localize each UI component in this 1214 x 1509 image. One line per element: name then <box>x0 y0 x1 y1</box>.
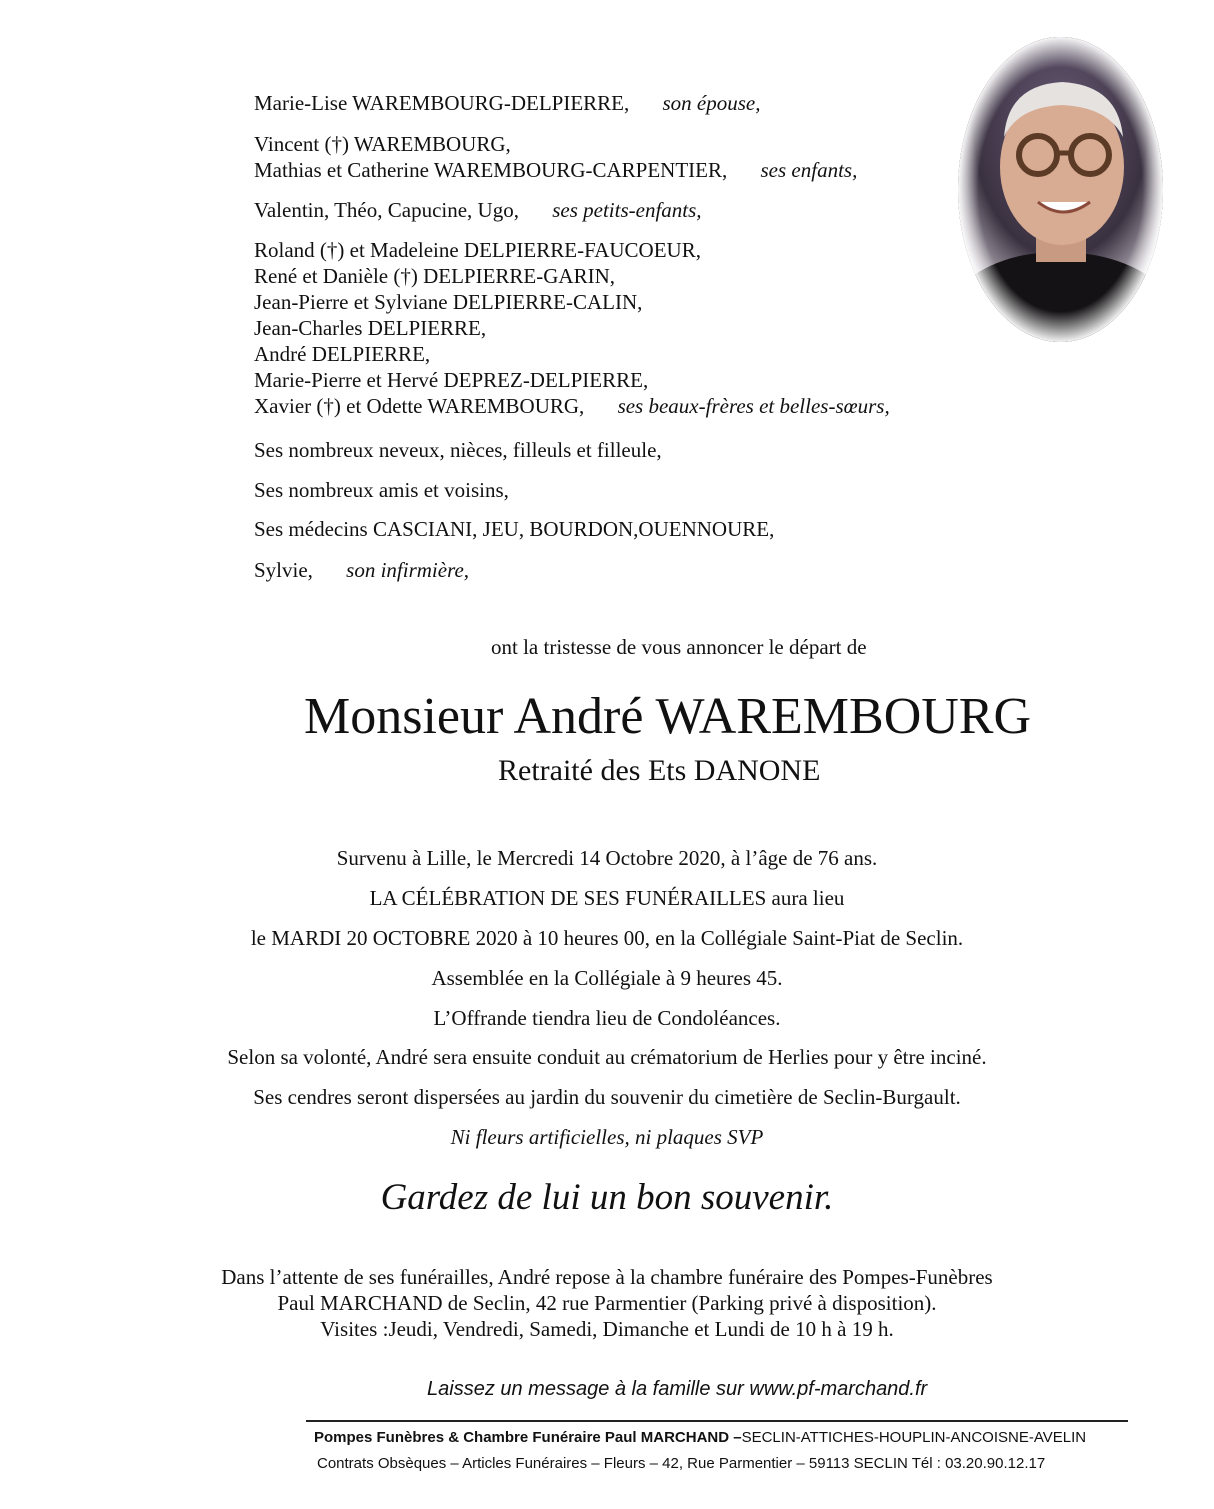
in-law-line: André DELPIERRE, <box>254 342 431 366</box>
family-doctors: Ses médecins CASCIANI, JEU, BOURDON,OUENNOURE, <box>254 517 775 541</box>
in-law-line: Jean-Pierre et Sylviane DELPIERRE-CALIN, <box>254 290 643 314</box>
detail-line: L’Offrande tiendra lieu de Condoléances. <box>433 1006 781 1030</box>
child-line: Vincent (†) WAREMBOURG, <box>254 132 511 156</box>
family-children <box>254 131 857 183</box>
family-grandchildren <box>254 197 702 223</box>
visit-line: Paul MARCHAND de Seclin, 42 rue Parmentier (Parking privé à disposition). <box>277 1291 937 1315</box>
detail-line: LA CÉLÉBRATION DE SES FUNÉRAILLES aura lieu <box>369 886 845 910</box>
in-law-line: Jean-Charles DELPIERRE, <box>254 316 487 340</box>
grandchildren-names: Valentin, Théo, Capucine, Ugo, <box>254 198 519 222</box>
footer-towns: SECLIN-ATTICHES-HOUPLIN-ANCOISNE-AVELIN <box>741 1429 1087 1446</box>
detail-line: le MARDI 20 OCTOBRE 2020 à 10 heures 00, en la Collégiale Saint-Piat de Seclin. <box>250 926 964 950</box>
nurse-name: Sylvie, <box>254 558 313 582</box>
family-nurse <box>254 557 469 583</box>
in-laws-relation: ses beaux-frères et belles-sœurs, <box>617 394 890 418</box>
visit-info <box>0 1264 1214 1342</box>
visit-line: Visites :Jeudi, Vendredi, Samedi, Dimanche et Lundi de 10 h à 19 h. <box>320 1317 894 1341</box>
detail-line: Survenu à Lille, le Mercredi 14 Octobre 2020, à l’âge de 76 ans. <box>336 846 878 870</box>
nurse-relation: son infirmière, <box>346 558 470 582</box>
visit-line: Dans l’attente de ses funérailles, André repose à la chambre funéraire des Pompes-Funèbres <box>221 1265 993 1289</box>
footer-divider <box>306 1420 1128 1422</box>
no-flowers-note: Ni fleurs artificielles, ni plaques SVP <box>450 1125 764 1149</box>
in-law-line: Roland (†) et Madeleine DELPIERRE-FAUCOEUR, <box>254 238 701 262</box>
grandchildren-relation: ses petits-enfants, <box>552 198 702 222</box>
spouse-relation: son épouse, <box>662 91 761 115</box>
deceased-name: Monsieur André WAREMBOURG <box>304 688 1032 745</box>
motto: Gardez de lui un bon souvenir. <box>380 1177 834 1218</box>
portrait-photo <box>958 37 1163 342</box>
detail-line: Assemblée en la Collégiale à 9 heures 45. <box>431 966 783 990</box>
detail-line: Ses cendres seront dispersées au jardin du souvenir du cimetière de Seclin-Burgault. <box>253 1085 961 1109</box>
detail-line: Selon sa volonté, André sera ensuite conduit au crématorium de Herlies pour y être inciné. <box>227 1045 987 1069</box>
child-line: Mathias et Catherine WAREMBOURG-CARPENTIER, <box>254 158 728 182</box>
family-friends: Ses nombreux amis et voisins, <box>254 478 509 502</box>
in-law-line: Marie-Pierre et Hervé DEPREZ-DELPIERRE, <box>254 368 649 392</box>
family-in-laws <box>254 237 890 419</box>
footer-company: Pompes Funèbres & Chambre Funéraire Paul MARCHAND – <box>314 1429 742 1446</box>
in-law-line: René et Danièle (†) DELPIERRE-GARIN, <box>254 264 615 288</box>
spouse-name: Marie-Lise WAREMBOURG-DELPIERRE, <box>254 91 630 115</box>
message-link[interactable]: Laissez un message à la famille sur www.pf-marchand.fr <box>427 1378 928 1400</box>
family-nephews: Ses nombreux neveux, nièces, filleuls et filleule, <box>254 438 662 462</box>
in-law-line: Xavier (†) et Odette WAREMBOURG, <box>254 394 585 418</box>
footer-company-line <box>314 1429 1086 1446</box>
family-spouse <box>254 90 761 116</box>
footer-contact: Contrats Obsèques – Articles Funéraires – Fleurs – 42, Rue Parmentier – 59113 SECLIN Tél : 03.20.90.12.17 <box>317 1455 1046 1472</box>
deceased-title: Retraité des Ets DANONE <box>498 754 821 787</box>
announcement-text: ont la tristesse de vous annoncer le départ de <box>491 635 867 659</box>
children-relation: ses enfants, <box>760 158 858 182</box>
